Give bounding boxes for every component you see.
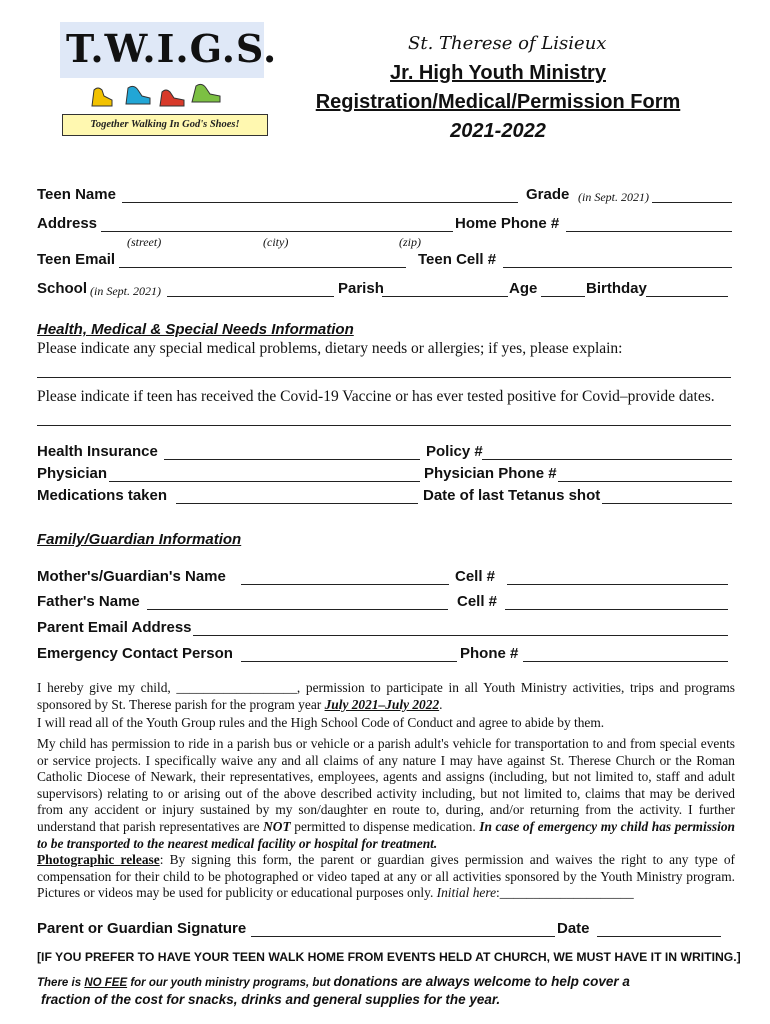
covid-answer-field[interactable]	[37, 425, 731, 426]
physician-phone-label: Physician Phone #	[424, 465, 557, 482]
school-note: (in Sept. 2021)	[90, 284, 161, 298]
form-year: 2021-2022	[450, 120, 546, 142]
health-heading: Health, Medical & Special Needs Information	[37, 321, 354, 338]
no-fee-note-continued: fraction of the cost for snacks, drinks and general supplies for the year.	[41, 992, 501, 1007]
sneakers-icon	[88, 78, 228, 110]
covid-question: Please indicate if teen has received the Covid-19 Vaccine or has ever tested positive for Covid–provide dates.	[37, 388, 715, 405]
medical-question: Please indicate any special medical problems, dietary needs or allergies; if yes, please explain:	[37, 340, 623, 357]
school-field[interactable]	[167, 296, 334, 297]
home-phone-label: Home Phone #	[455, 215, 560, 232]
insurance-label: Health Insurance	[37, 443, 158, 460]
emergency-phone-field[interactable]	[523, 661, 728, 662]
physician-label: Physician	[37, 465, 108, 482]
grade-note: (in Sept. 2021)	[578, 190, 649, 204]
teen-name-label: Teen Name	[37, 186, 116, 203]
date-label: Date	[557, 920, 590, 937]
teen-name-field[interactable]	[122, 202, 518, 203]
permission-paragraph-1: I hereby give my child, __________________, permission to participate in all Youth Ministry activities, trips and programs sponsored by St. Therese parish for the program year July 2021–July 2022.	[37, 680, 735, 712]
tetanus-field[interactable]	[602, 503, 732, 504]
address-field[interactable]	[101, 231, 453, 232]
emergency-label: Emergency Contact Person	[37, 645, 233, 662]
birthday-label: Birthday	[586, 280, 647, 297]
age-field[interactable]	[541, 296, 585, 297]
mother-label: Mother's/Guardian's Name	[37, 568, 226, 585]
mother-name-field[interactable]	[241, 584, 449, 585]
birthday-field[interactable]	[646, 296, 728, 297]
no-fee-note: There is NO FEE for our youth ministry programs, but donations are always welcome to help cover a	[37, 974, 630, 989]
ministry-title: Jr. High Youth Ministry	[390, 62, 606, 84]
street-hint: (street)	[127, 235, 162, 249]
form-title: Registration/Medical/Permission Form	[315, 91, 681, 113]
insurance-field[interactable]	[164, 459, 420, 460]
teen-email-label: Teen Email	[37, 251, 116, 268]
parent-email-label: Parent Email Address	[37, 619, 192, 636]
parent-email-field[interactable]	[193, 635, 728, 636]
policy-field[interactable]	[482, 459, 732, 460]
father-cell-field[interactable]	[505, 609, 728, 610]
emergency-name-field[interactable]	[241, 661, 457, 662]
permission-paragraph-2: I will read all of the Youth Group rules and the High School Code of Conduct and agree to abide by them.	[37, 715, 605, 730]
signature-field[interactable]	[251, 936, 555, 937]
zip-hint: (zip)	[399, 235, 421, 249]
parish-field[interactable]	[382, 296, 508, 297]
mother-cell-label: Cell #	[455, 568, 496, 585]
mother-cell-field[interactable]	[507, 584, 728, 585]
permission-paragraph-3: My child has permission to ride in a parish bus or vehicle or a parish adult's vehicle for transportation to and from special events or service projects. I specifically waive any and all claims of any nature I may have against St. Therese Church or the Roman Catholic Diocese of Newark, their representatives, employees, agents and assigns (including, but not limited to, staff and adult supervisors) relating to or arising out of the above described activity including, but not limited to, claims that may be derived from any accident or injury sustained by my son/daughter en route to, during, and/or returning from the activity. I further understand that parish representatives are NOT permitted to dispense medication. In case of emergency my child has permission to be transported to the nearest medical facility or hospital for treatment.	[37, 736, 735, 851]
teen-email-field[interactable]	[119, 267, 406, 268]
medications-label: Medications taken	[37, 487, 168, 504]
tagline: Together Walking In God's Shoes!	[62, 114, 268, 136]
family-heading: Family/Guardian Information	[37, 531, 242, 548]
parish-label: Parish	[338, 280, 384, 297]
walk-home-note: [IF YOU PREFER TO HAVE YOUR TEEN WALK HOME FROM EVENTS HELD AT CHURCH, WE MUST HAVE IT IN WRITING.]	[37, 950, 741, 964]
father-cell-label: Cell #	[457, 593, 498, 610]
medications-field[interactable]	[176, 503, 418, 504]
policy-label: Policy #	[426, 443, 483, 460]
teen-cell-field[interactable]	[503, 267, 732, 268]
parish-name: St. Therese of Lisieux	[408, 33, 607, 54]
address-label: Address	[37, 215, 98, 232]
emergency-phone-label: Phone #	[460, 645, 519, 662]
date-field[interactable]	[597, 936, 721, 937]
grade-field[interactable]	[652, 202, 732, 203]
father-label: Father's Name	[37, 593, 140, 610]
age-label: Age	[509, 280, 538, 297]
photo-release-paragraph: Photographic release: By signing this form, the parent or guardian gives permission and waives the right to any type of compensation for their child to be photographed or video taped at any or all activities sponsored by the Youth Ministry program. Pictures or videos may be used for publicity or educational purposes only. Initial here:____________________	[37, 852, 735, 901]
signature-label: Parent or Guardian Signature	[37, 920, 247, 937]
school-label: School	[37, 280, 88, 297]
grade-label: Grade	[526, 186, 570, 203]
medical-answer-field[interactable]	[37, 377, 731, 378]
twigs-logo: T.W.I.G.S.	[66, 26, 278, 71]
tetanus-label: Date of last Tetanus shot	[423, 487, 601, 504]
home-phone-field[interactable]	[566, 231, 732, 232]
father-name-field[interactable]	[147, 609, 448, 610]
physician-field[interactable]	[109, 481, 420, 482]
teen-cell-label: Teen Cell #	[418, 251, 497, 268]
physician-phone-field[interactable]	[558, 481, 732, 482]
city-hint: (city)	[263, 235, 289, 249]
